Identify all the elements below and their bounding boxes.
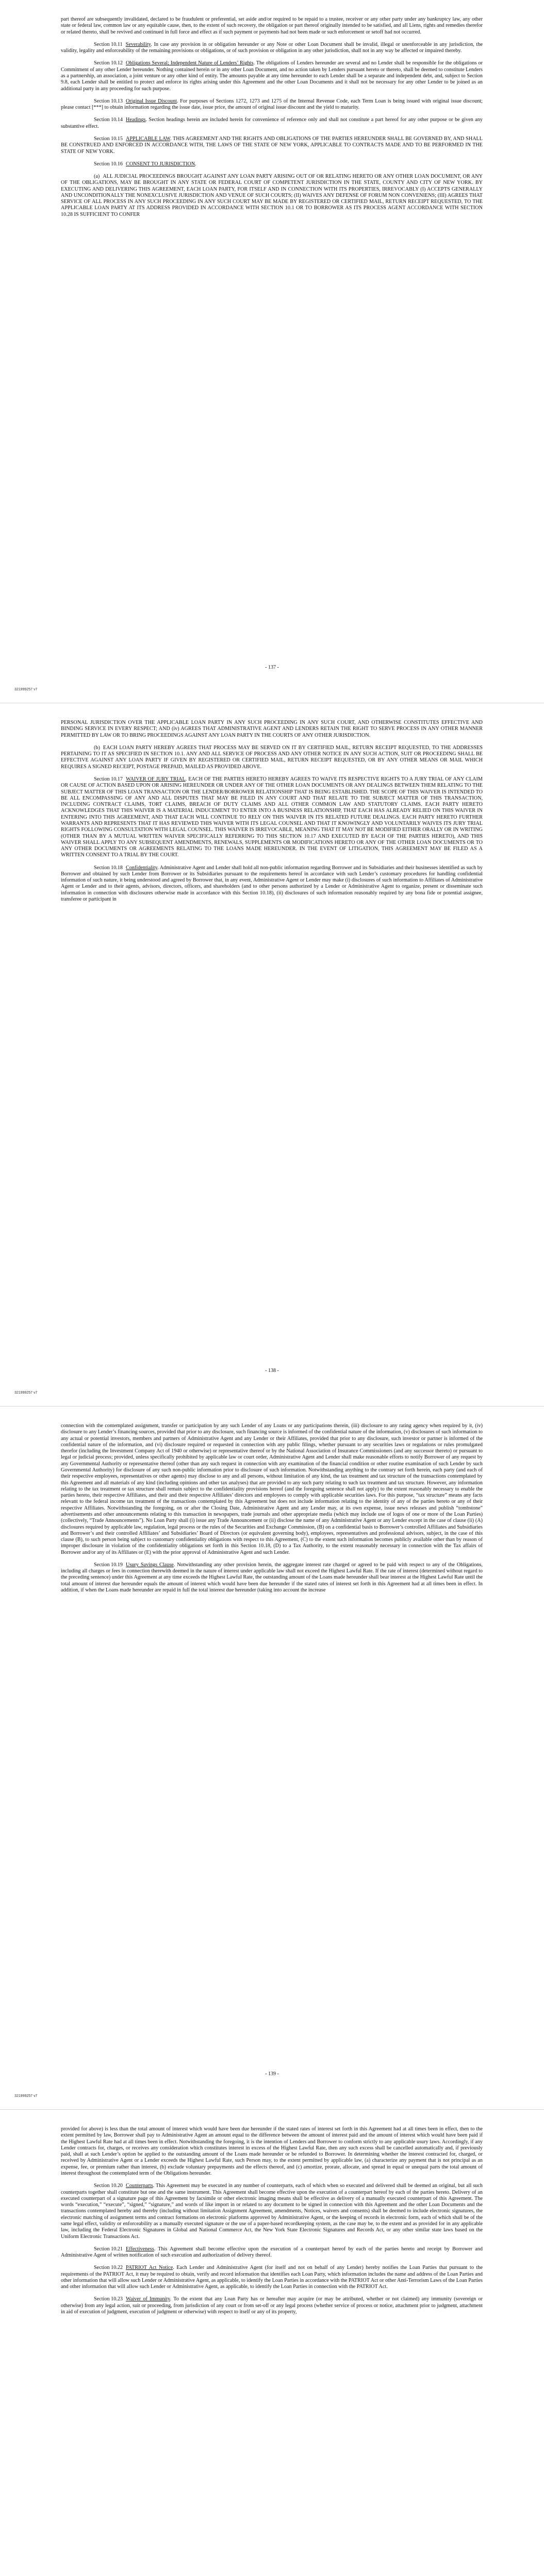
section-number: Section 10.14 xyxy=(94,117,123,123)
document-page xyxy=(0,2110,544,2576)
section-paragraph xyxy=(61,1562,483,1594)
clause-text: EACH LOAN PARTY HEREBY AGREES THAT PROCESS MAY BE SERVED ON IT BY CERTIFIED MAIL, RETURN RECEIPT REQUESTED, TO THE ADDRESSES PERTAINING TO IT AS SPECIFIED IN SECTION 10.1. ANY AND ALL SERVICE OF PROCESS AND ANY OTHER NOTICE IN ANY SUCH ACTION, SUIT OR PROCEEDING SHALL BE EFFECTIVE AGAINST ANY LOAN PARTY IF GIVEN BY REGISTERED OR CERTIFIED MAIL, RETURN RECEIPT REQUESTED, OR BY ANY OTHER MEANS OR MAIL WHICH REQUIRES A SIGNED RECEIPT, POSTAGE PREPAID, MAILED AS PROVIDED ABOVE. xyxy=(61,744,483,770)
section-title: CONSENT TO JURISDICTION xyxy=(126,161,195,167)
clause-text: ALL JUDICIAL PROCEEDINGS BROUGHT AGAINST ANY LOAN PARTY ARISING OUT OF OR RELATING HERETO OR ANY OTHER LOAN DOCUMENT, OR ANY OF THE OBLIGATIONS, MAY BE BROUGHT IN ANY STATE OR FEDERAL COURT OF COMPETENT JURISDICTION IN THE STATE, COUNTY AND CITY OF NEW YORK. BY EXECUTING AND DELIVERING THIS AGREEMENT, EACH LOAN PARTY, FOR ITSELF AND IN CONNECTION WITH ITS PROPERTIES, IRREVOCABLY (I) ACCEPTS GENERALLY AND UNCONDITIONALLY THE NONEXCLUSIVE JURISDICTION AND VENUE OF SUCH COURTS; (II) WAIVES ANY DEFENSE OF FORUM NON CONVENIENS; (III) AGREES THAT SERVICE OF ALL PROCESS IN ANY SUCH PROCEEDING IN ANY SUCH COURT MAY BE MADE BY REGISTERED OR CERTIFIED MAIL, RETURN RECEIPT REQUESTED, TO THE APPLICABLE LOAN PARTY AT ITS ADDRESS PROVIDED IN ACCORDANCE WITH SECTION 10.1 OR TO BORROWER AS ITS PROCESS AGENT ACCORDANCE WITH SECTION 10.28 IS SUFFICIENT TO CONFER xyxy=(61,174,483,217)
section-text: . THIS AGREEMENT AND THE RIGHTS AND OBLIGATIONS OF THE PARTIES HEREUNDER SHALL BE GOVERNED BY, AND SHALL BE CONSTRUED AND ENFORCED IN ACCORDANCE WITH, THE LAWS OF THE STATE OF NEW YORK, APPLICABLE TO CONTRACTS MADE AND TO BE PERFORMED IN THE STATE OF NEW YORK. xyxy=(61,135,483,155)
section-text: . Notwithstanding any other provision herein, the aggregate interest rate charged or agreed to be paid with respect to any of the Obligations, including all charges or fees in connection therewith deemed in the nature of interest under applicable law shall not exceed the Highest Lawful Rate. If the rate of interest (determined without regard to the preceding sentence) under this Agreement at any time exceeds the Highest Lawful Rate, the outstanding amount of the Loans made hereunder shall bear interest at the Highest Lawful Rate until the total amount of interest due hereunder equals the amount of interest which would have been due hereunder if the stated rates of interest set forth in this Agreement had at all times been in effect. In addition, if when the Loans made hereunder are repaid in full the total interest due hereunder (taking into account the increase xyxy=(61,1562,483,1594)
page-body xyxy=(61,1423,483,1594)
section-paragraph xyxy=(61,865,483,903)
section-title: Severability xyxy=(125,41,151,47)
section-number: Section 10.13 xyxy=(94,98,123,104)
section-paragraph xyxy=(61,117,483,130)
section-number: Section 10.21 xyxy=(94,2246,123,2252)
document-footer-id: 321999257 v7 xyxy=(14,1391,38,1395)
section-title: Effectiveness xyxy=(126,2246,154,2252)
section-title: Confidentiality xyxy=(126,865,158,871)
clause-number: (b) xyxy=(94,744,100,751)
section-title: Original Issue Discount xyxy=(126,98,177,104)
section-number: Section 10.15 xyxy=(94,135,123,142)
section-number: Section 10.18 xyxy=(94,865,123,871)
section-paragraph xyxy=(61,136,483,155)
section-title: Waiver of Immunity xyxy=(126,2296,170,2302)
section-title: Headings xyxy=(126,117,146,123)
section-paragraph xyxy=(61,776,483,859)
section-title: Counterparts xyxy=(126,2183,153,2189)
section-number: Section 10.19 xyxy=(94,1562,123,1568)
section-number: Section 10.17 xyxy=(94,776,123,782)
section-text: . In case any provision in or obligation hereunder or any Note or other Loan Document shall be invalid, illegal or unenforceable in any jurisdiction, the validity, legality and enforceability of the remaining provisions or obligations, or of such provision or obligation in any other jurisdiction, shall not in any way be affected or impaired thereby. xyxy=(61,41,483,54)
paragraph: connection with the contemplated assignment, transfer or participation by any such Lender of any Loans or any participations therein, (iii) disclosure to any rating agency when required by it, (iv) disclosure to any Lender’s financing sources, provided that prior to any disclosure, such financing source is informed of the confidential nature of the information, (v) disclosures of such information to any actual or potential investors, members and partners of Administrative Agent and any Lender or their Affiliates, provided that prior to any disclosure, such investor or partner is informed of the confidential nature of the information, and (vi) disclosure required or requested in connection with any public filings, whether pursuant to any securities laws or regulations or rules promulgated therefor (including the Investment Company Act of 1940 or otherwise) or representative thereof or by the National Association of Insurance Commissioners (and any successor thereto) or pursuant to legal or judicial process; provided, unless specifically prohibited by applicable law or court order, Administrative Agent and Lender shall make reasonable efforts to notify Borrower of any request by any Governmental Authority or representative thereof (other than any such request in connection with any examination of the financial condition or other routine examination of such Lender by such Governmental Authority) for disclosure of any such non-public information prior to disclosure of such information. Notwithstanding anything to the contrary set forth herein, each party (and each of their respective employees, representatives or other agents) may disclose to any and all persons, without limitation of any kind, the tax treatment and tax structure of the transactions contemplated by this Agreement and all materials of any kind (including opinions and other tax analyses) that are provided to any such party relating to such tax treatment and tax structure. However, any information relating to the tax treatment or tax structure shall remain subject to the confidentiality provisions hereof (and the foregoing sentence shall not apply) to the extent reasonably necessary to enable the parties hereto, their respective Affiliates, and their and their respective Affiliates’ directors and employees to comply with applicable securities laws. For this purpose, “tax structure” means any facts relevant to the federal income tax treatment of the transactions contemplated by this Agreement but does not include information relating to the identity of any of the parties hereto or any of their respective Affiliates. Notwithstanding the foregoing, on or after the Closing Date, Administrative Agent and any Lender may, at its own expense, issue news releases and publish “tombstone” advertisements and other announcements relating to this transaction in newspapers, trade journals and other appropriate media (which may include use of logos of one or more of the Loan Parties) (collectively, “Trade Announcements”). No Loan Party shall (i) issue any Trade Announcement or (ii) disclose the name of any Administrative Agent or any Lender except in the case of clause (ii) (A) disclosures required by applicable law, regulation, legal process or the rules of the Securities and Exchange Commission, (B) on a confidential basis to Borrower’s controlled Affiliates and Subsidiaries and Borrower’s and their controlled Affiliates’ and Subsidiaries’ Board of Directors (or equivalent governing body), employees, representatives and professional advisors, subject, in the case of this clause (B), to such person being subject to customary confidentiality obligations with respect to this Agreement, (C) to the extent such information becomes publicly available other than by reason of improper disclosure in violation of the confidentiality obligations set forth in this Section 10.18, (D) to a Tax Authority, to the extent reasonably necessary in connection with the Tax affairs of Borrower and/or any of its Affiliates or (E) with the prior approval of Administrative Agent and such Lender. xyxy=(61,1423,483,1555)
section-text: . Section headings herein are included herein for convenience of reference only and shall not constitute a part hereof for any other purpose or be given any substantive effect. xyxy=(61,117,483,129)
document-page xyxy=(0,703,544,1406)
page-body xyxy=(61,720,483,903)
section-text: . For purposes of Sections 1272, 1273 and 1275 of the Internal Revenue Code, each Term Loan is being issued with original issue discount; please contact [***] to obtain information regarding the issue date, issue price, the amount of original issue discount and the yield to maturity. xyxy=(61,98,483,111)
clause-paragraph xyxy=(61,174,483,218)
page-number: - 137 - xyxy=(265,665,279,670)
section-title: Obligations Several; Independent Nature of Lenders’ Rights xyxy=(126,60,254,66)
section-text: . The obligations of Lenders hereunder are several and no Lender shall be responsible for the obligations or Commitment of any other Lender hereunder. Nothing contained herein or in any other Loan Document, and no action taken by Lenders pursuant hereto or thereto, shall be deemed to constitute Lenders as a partnership, an association, a joint venture or any other kind of entity. The amounts payable at any time hereunder to each Lender shall be a separate and independent debt, and, subject to Section 9.8, each Lender shall be entitled to protect and enforce its rights arising under this Agreement and the other Loan Documents and it shall not be necessary for any other Lender to be joined as an additional party in any proceeding for such purpose. xyxy=(61,60,483,92)
section-text: . Each Lender and Administrative Agent (for itself and not on behalf of any Lender) hereby notifies the Loan Parties that pursuant to the requirements of the PATRIOT Act, it may be required to obtain, verify and record information that identifies each Loan Party, which information includes the name and address of the Loan Parties and other information that will allow such Lender or Administrative Agent, as applicable, to identify the Loan Parties in accordance with the PATRIOT Act or other Anti-Terrorism Laws of the Loan Parties and other information that will allow such Lender or Administrative Agent, as applicable, to identify the Loan Parties in connection with the PATRIOT Act. xyxy=(61,2265,483,2290)
document-footer-id: 321999257 v7 xyxy=(14,688,38,691)
section-paragraph xyxy=(61,2183,483,2240)
section-paragraph xyxy=(61,42,483,55)
section-paragraph xyxy=(61,98,483,111)
page-body xyxy=(61,16,483,218)
section-title: Usury Savings Clause xyxy=(126,1562,174,1568)
section-text: . This Agreement shall become effective upon the execution of a counterpart hereof by each of the parties hereto and receipt by Borrower and Administrative Agent of written notification of such execution and authorization of delivery thereof. xyxy=(61,2246,483,2259)
section-text: . xyxy=(195,161,196,167)
section-paragraph xyxy=(61,2246,483,2259)
page-number: - 138 - xyxy=(265,1368,279,1374)
section-number: Section 10.20 xyxy=(94,2183,123,2189)
section-title: PATRIOT Act Notice xyxy=(126,2265,173,2271)
section-text: . This Agreement may be executed in any number of counterparts, each of which when so executed and delivered shall be deemed an original, but all such counterparts together shall constitute but one and the same instrument. This Agreement shall become effective upon the execution of a counterpart hereof by each of the parties hereto. Delivery of an executed counterpart of a signature page of this Agreement by facsimile or other electronic imaging means shall be effective as delivery of a manually executed counterpart of this Agreement. The words “execution,” “execute”, “signed,” “signature,” and words of like import in or related to any document to be signed in connection with this Agreement and the other Loan Documents and the transactions contemplated hereby and thereby (including without limitation Assignment Agreement, amendments, Notices, waivers and consents) shall be deemed to include electronic signatures, the electronic matching of assignment terms and contract formations on electronic platforms approved by Administrative Agent, or the keeping of records in electronic form, each of which shall be of the same legal effect, validity or enforceability as a manually executed signature or the use of a paper-based recordkeeping system, as the case may be, to the extent and as provided for in any applicable law, including the Federal Electronic Signatures in Global and National Commerce Act, the New York State Electronic Signatures and Records Act, or any other similar state laws based on the Uniform Electronic Transactions Act. xyxy=(61,2183,483,2240)
section-number: Section 10.23 xyxy=(94,2296,123,2302)
document-footer-id: 321999257 v7 xyxy=(14,2094,38,2098)
paragraph: part thereof are subsequently invalidated, declared to be fraudulent or preferential, set aside and/or required to be repaid to a trustee, receiver or any other party under any bankruptcy law, any other state or federal law, common law or any equitable cause, then, to the extent of such recovery, the obligation or part thereof originally intended to be satisfied, and all Liens, rights and remedies therefor or related thereto, shall be revived and continued in full force and effect as if such payment or payments had not been made or such enforcement or setoff had not occurred. xyxy=(61,16,483,35)
paragraph: PERSONAL JURISDICTION OVER THE APPLICABLE LOAN PARTY IN ANY SUCH PROCEEDING IN ANY SUCH COURT, AND OTHERWISE CONSTITUTES EFFECTIVE AND BINDING SERVICE IN EVERY RESPECT; AND (iv) AGREES THAT ADMINISTRATIVE AGENT AND LENDERS RETAIN THE RIGHT TO SERVE PROCESS IN ANY OTHER MANNER PERMITTED BY LAW OR TO BRING PROCEEDINGS AGAINST ANY LOAN PARTY IN THE COURTS OF ANY OTHER JURISDICTION. xyxy=(61,720,483,738)
section-title: WAIVER OF JURY TRIAL xyxy=(126,776,186,782)
document-page xyxy=(0,0,544,703)
clause-paragraph xyxy=(61,745,483,770)
section-text: . To the extent that any Loan Party has or hereafter may acquire (or may be attributed, whether or not claimed) any immunity (sovereign or otherwise) from any legal action, suit or proceeding, from jurisdiction of any court or from set-off or any legal process (whether service of process or notice, attachment prior to judgment, attachment in aid of execution of judgment, execution of judgment or otherwise) with respect to itself or any of its property, xyxy=(61,2296,483,2315)
section-number: Section 10.11 xyxy=(94,41,123,47)
document-page xyxy=(0,1406,544,2110)
clause-number: (a) xyxy=(94,174,100,180)
page-number: - 139 - xyxy=(265,2071,279,2077)
section-number: Section 10.12 xyxy=(94,60,123,66)
paragraph: provided for above) is less than the total amount of interest which would have been due hereunder if the stated rates of interest set forth in this Agreement had at all times been in effect, then to the extent permitted by law, Borrower shall pay to Administrative Agent an amount equal to the difference between the amount of interest paid and the amount of interest which would have been paid if the Highest Lawful Rate had at all times been in effect. Notwithstanding the foregoing, it is the intention of Lenders and Borrower to conform strictly to any applicable usury laws. Accordingly, if any Lender contracts for, charges, or receives any consideration which constitutes interest in excess of the Highest Lawful Rate, then any such excess shall be cancelled automatically and, if previously paid, shall at such Lender’s option be applied to the outstanding amount of the Loans made hereunder or be refunded to Borrower. In determining whether the interest contracted for, charged, or received by Administrative Agent or a Lender exceeds the Highest Lawful Rate, such Person may, to the extent permitted by applicable law, (a) characterize any payment that is not principal as an expense, fee, or premium rather than interest, (b) exclude voluntary prepayments and the effects thereof, and (c) amortize, prorate, allocate, and spread in equal or unequal parts the total amount of interest throughout the contemplated term of the Obligations hereunder. xyxy=(61,2126,483,2176)
section-text: . EACH OF THE PARTIES HERETO HEREBY AGREES TO WAIVE ITS RESPECTIVE RIGHTS TO A JURY TRIAL OF ANY CLAIM OR CAUSE OF ACTION BASED UPON OR ARISING HEREUNDER OR UNDER ANY OF THE OTHER LOAN DOCUMENTS OR ANY DEALINGS BETWEEN THEM RELATING TO THE SUBJECT MATTER OF THIS LOAN TRANSACTION OR THE LENDER/BORROWER RELATIONSHIP THAT IS BEING ESTABLISHED. THE SCOPE OF THIS WAIVER IS INTENDED TO BE ALL ENCOMPASSING OF ANY AND ALL DISPUTES THAT MAY BE FILED IN ANY COURT AND THAT RELATE TO THE SUBJECT MATTER OF THIS TRANSACTION, INCLUDING CONTRACT CLAIMS, TORT CLAIMS, BREACH OF DUTY CLAIMS AND ALL OTHER COMMON LAW AND STATUTORY CLAIMS. EACH PARTY HERETO ACKNOWLEDGES THAT THIS WAIVER IS A MATERIAL INDUCEMENT TO ENTER INTO A BUSINESS RELATIONSHIP, THAT EACH HAS ALREADY RELIED ON THIS WAIVER IN ENTERING INTO THIS AGREEMENT, AND THAT EACH WILL CONTINUE TO RELY ON THIS WAIVER IN ITS RELATED FUTURE DEALINGS. EACH PARTY HERETO FURTHER WARRANTS AND REPRESENTS THAT IT HAS REVIEWED THIS WAIVER WITH ITS LEGAL COUNSEL AND THAT IT KNOWINGLY AND VOLUNTARILY WAIVES ITS JURY TRIAL RIGHTS FOLLOWING CONSULTATION WITH LEGAL COUNSEL. THIS WAIVER IS IRREVOCABLE, MEANING THAT IT MAY NOT BE MODIFIED EITHER ORALLY OR IN WRITING (OTHER THAN BY A MUTUAL WRITTEN WAIVER SPECIFICALLY REFERRING TO THIS SECTION 10.17 AND EXECUTED BY EACH OF THE PARTIES HERETO), AND THIS WAIVER SHALL APPLY TO ANY SUBSEQUENT AMENDMENTS, RENEWALS, SUPPLEMENTS OR MODIFICATIONS HERETO OR ANY OF THE OTHER LOAN DOCUMENTS OR TO ANY OTHER DOCUMENTS OR AGREEMENTS RELATING TO THE LOANS MADE HEREUNDER. IN THE EVENT OF LITIGATION, THIS AGREEMENT MAY BE FILED AS A WRITTEN CONSENT TO A TRIAL BY THE COURT. xyxy=(61,776,483,858)
section-paragraph xyxy=(61,2265,483,2290)
section-title: APPLICABLE LAW xyxy=(126,135,170,142)
page-body xyxy=(61,2126,483,2315)
section-number: Section 10.16 xyxy=(94,161,123,167)
section-paragraph xyxy=(61,161,483,167)
section-number: Section 10.22 xyxy=(94,2265,123,2271)
section-paragraph xyxy=(61,2296,483,2315)
section-paragraph xyxy=(61,60,483,92)
section-text: . Administrative Agent and Lender shall hold all non-public information regarding Borrower and its Subsidiaries and their businesses identified as such by Borrower and obtained by such Lender from Borrower or its Subsidiaries pursuant to the requirements hereof in accordance with such Lender’s customary procedures for handling confidential information of such nature, it being understood and agreed by Borrower that, in any event, Administrative Agent or Lender may make (i) disclosures of such information to Affiliates of Administrative Agent or Lender and to their agents, advisors, directors, officers, and shareholders (and to other persons authorized by a Lender or Administrative Agent to organize, present or disseminate such information in connection with disclosures otherwise made in accordance with this Section 10.18), (ii) disclosures of such information reasonably required by any bona fide or potential assignee, transferee or participant in xyxy=(61,865,483,903)
